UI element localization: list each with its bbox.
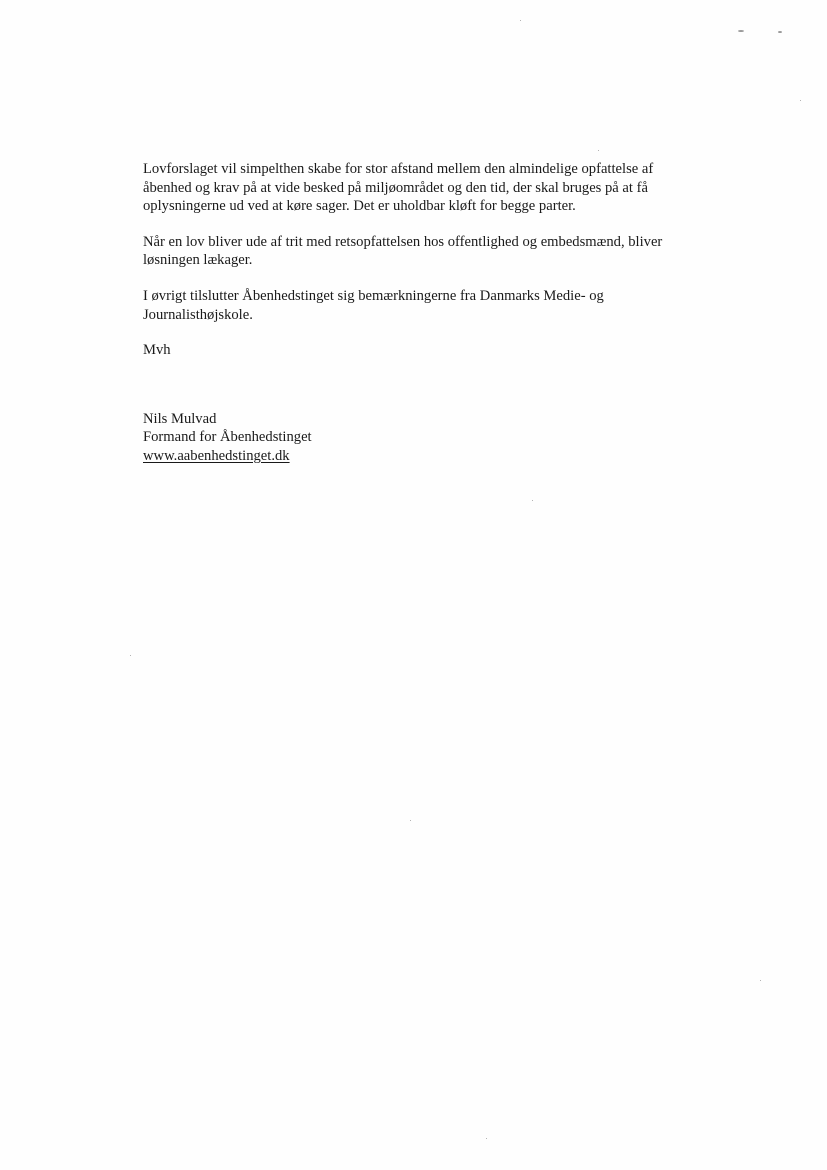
scan-speck [532, 500, 533, 501]
scan-speck [520, 20, 521, 21]
signer-name: Nils Mulvad [143, 410, 217, 427]
signature-block [143, 410, 703, 466]
scan-speck [598, 150, 599, 151]
scan-speck [760, 980, 761, 981]
text-line: åbenhed og krav på at vide besked på miljøområdet og den tid, der skal bruges på at få [143, 179, 648, 196]
text-line: Lovforslaget vil simpelthen skabe for stor afstand mellem den almindelige opfattelse af [143, 161, 654, 177]
signer-title: Formand for Åbenhedstinget [143, 429, 312, 446]
website-link[interactable]: www.aabenhedstinget.dk [143, 447, 290, 464]
text-line: Journalisthøjskole. [143, 306, 253, 323]
scan-speck [130, 655, 131, 656]
paragraph-main-argument [143, 160, 703, 216]
text-line: I øvrigt tilslutter Åbenhedstinget sig bemærkningerne fra Danmarks Medie- og [143, 287, 604, 304]
paragraph-law-consequence [143, 233, 703, 270]
closing-text: Mvh [143, 342, 171, 359]
scan-speck [778, 31, 782, 33]
text-line: oplysningerne ud ved at køre sager. Det er uholdbar kløft for begge parter. [143, 198, 576, 215]
scan-speck [486, 1138, 487, 1139]
scan-speck [800, 100, 801, 101]
paragraph-endorsement [143, 287, 703, 324]
scan-speck [738, 30, 744, 32]
scan-speck [410, 820, 411, 821]
text-line: løsningen lækager. [143, 252, 253, 269]
letter-body [143, 160, 703, 466]
closing-salutation [143, 341, 703, 360]
text-line: Når en lov bliver ude af trit med retsopfattelsen hos offentlighed og embedsmænd, bliver [143, 233, 663, 250]
